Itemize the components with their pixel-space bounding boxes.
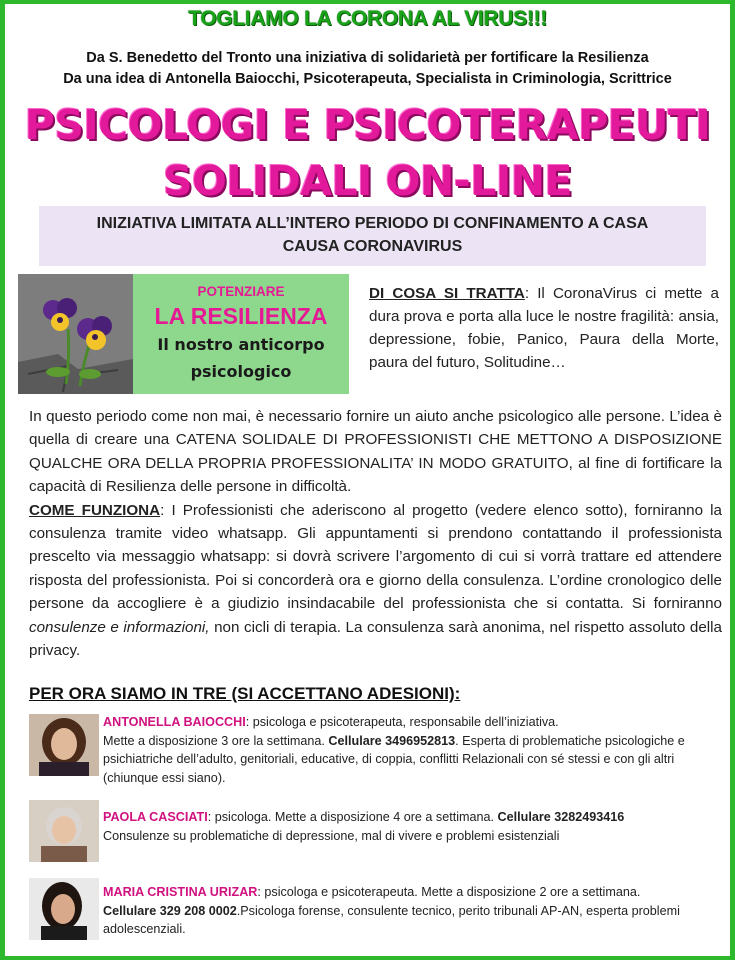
portrait-icon: [29, 800, 99, 862]
member-name: PAOLA CASCIATI: [103, 810, 208, 824]
body-section: [29, 405, 722, 662]
what-is-it-text: : Il CoronaVirus ci mette a dura prova e porta alla luce le nostre fragilità: ansia, depressione, fobie, Panico, Paura della Morte, paura del futuro, Solitudine…: [369, 285, 719, 371]
portrait-icon: [29, 714, 99, 776]
how-it-works-text-b: non cicli di terapia. La consulenza sarà anonima, nel rispetto assoluto della privacy.: [29, 618, 722, 660]
banner-line-1: INIZIATIVA LIMITATA ALL’INTERO PERIODO DI CONFINAMENTO A CASA: [96, 215, 649, 232]
member-paola: [103, 808, 718, 845]
limited-initiative-banner: [39, 206, 706, 266]
member-antonella: [103, 713, 718, 787]
resilience-sub-line-1: Il nostro anticorpo: [157, 335, 325, 354]
how-it-works-text-a: : I Professionisti che aderiscono al progetto (vedere elenco sotto), forniranno la consulenza tramite video whatsapp. Gli appuntamenti si prendono contattando il professionista prescelto via messaggio whatsapp: si dovrà scrivere l’argomento di cui si vorrà trattare ed attendere risposta del professionista. Poi si concorderà ora e giorno della consulenza. L’ordine cronologico delle persone da accogliere è a giudizio insindacabile del professionista che si contatta. Si forniranno: [29, 501, 722, 613]
member-phone: Cellulare 3496952813: [328, 733, 456, 748]
member-expertise: .Psicologa forense, consulente tecnico, perito tribunali AP-AN, esperta problemi adolescenziali.: [103, 903, 680, 936]
what-is-it-section: [369, 282, 719, 374]
pansy-icon: [18, 274, 133, 394]
how-it-works-italic: consulenze e informazioni,: [29, 618, 210, 636]
resilience-small-label: POTENZIARE: [197, 284, 285, 299]
avatar-maria-cristina: [29, 878, 99, 940]
member-expertise: Consulenze su problematiche di depressione, mal di vivere e problemi esistenziali: [103, 828, 560, 843]
body-paragraph-1: In questo periodo come non mai, è necessario fornire un aiuto anche psicologico alle persone. L’idea è quella di creare una CATENA SOLIDALE DI PROFESSIONISTI CHE METTONO A DISPOSIZIONE QUALCHE ORA DELLA PROPRIA PROFESSIONALITA’ IN MODO GRATUITO, al fine di fortificare la capacità di Resilienza delle persone in difficoltà.: [29, 408, 722, 496]
avatar-antonella: [29, 714, 99, 776]
how-it-works-paragraph: [29, 499, 722, 663]
member-maria-cristina: [103, 883, 718, 939]
subtitle-block: [5, 48, 730, 90]
how-it-works-heading: COME FUNZIONA: [29, 501, 161, 519]
member-role: : psicologa. Mette a disposizione 4 ore a settimana.: [207, 810, 498, 824]
member-hours: Mette a disposizione 3 ore la settimana.: [103, 733, 329, 748]
member-phone: Cellulare 329 208 0002: [103, 903, 237, 918]
what-is-it-heading: DI COSA SI TRATTA: [369, 285, 525, 302]
member-phone: Cellulare 3282493416: [497, 810, 625, 824]
team-heading: PER ORA SIAMO IN TRE (SI ACCETTANO ADESIONI):: [29, 684, 461, 703]
member-name: MARIA CRISTINA URIZAR: [103, 885, 258, 899]
main-title: [5, 97, 730, 209]
subtitle-line-2: Da una idea di Antonella Baiocchi, Psicoterapeuta, Specialista in Criminologia, Scrittrice: [63, 71, 672, 87]
member-expertise: . Esperta di problematiche psicologiche e psichiatriche dell’adulto, genitoriali, educative, di coppia, conflitti Relazionali con sé stessi e con gli altri (chiunque essi siano).: [103, 733, 685, 785]
member-role: : psicologa e psicoterapeuta, responsabile dell’iniziativa.: [245, 715, 559, 729]
avatar-paola: [29, 800, 99, 862]
resilience-big-label: LA RESILIENZA: [154, 303, 328, 329]
resilience-box: [133, 274, 349, 394]
main-title-line-2: SOLIDALI ON-LINE: [162, 157, 573, 205]
flower-image: [18, 274, 133, 394]
resilience-sub-line-2: psicologico: [190, 362, 292, 381]
member-name: ANTONELLA BAIOCCHI: [103, 715, 246, 729]
main-title-line-1: PSICOLOGI E PSICOTERAPEUTI: [24, 101, 711, 149]
portrait-icon: [29, 878, 99, 940]
member-role: : psicologa e psicoterapeuta. Mette a disposizione 2 ore a settimana.: [257, 885, 641, 899]
top-title: TOGLIAMO LA CORONA AL VIRUS!!!: [188, 7, 547, 30]
banner-line-2: CAUSA CORONAVIRUS: [282, 238, 463, 255]
subtitle-line-1: Da S. Benedetto del Tronto una iniziativa di solidarietà per fortificare la Resilienza: [86, 50, 649, 66]
